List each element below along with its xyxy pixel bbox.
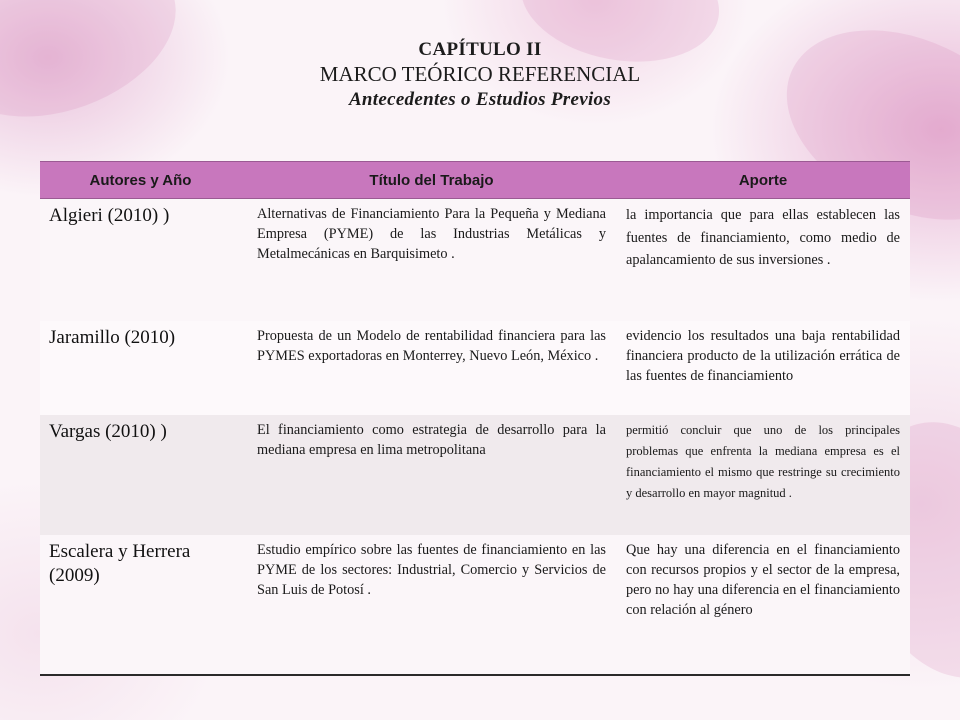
row-title: Estudio empírico sobre las fuentes de financiamiento en las PYME de los sectores: Industrial, Comercio y Servicios de San Luis de Potosí . [257, 542, 606, 598]
table-row [40, 535, 910, 674]
section-subtitle: Antecedentes o Estudios Previos [348, 89, 612, 110]
row-contribution: Que hay una diferencia en el financiamiento con recursos propios y el sector de la empresa, pero no hay una diferencia en el financiamiento con relación al género [626, 542, 900, 618]
row-author: Escalera y Herrera (2009) [49, 541, 191, 586]
table-row [40, 415, 910, 535]
antecedents-table [40, 161, 910, 676]
column-header-contribution: Aporte [738, 171, 788, 189]
section-title: MARCO TEÓRICO REFERENCIAL [319, 62, 641, 86]
table-row [40, 199, 910, 321]
table-header-row [40, 161, 910, 199]
slide-header [0, 38, 960, 113]
column-header-authors: Autores y Año [89, 171, 192, 189]
row-contribution: permitió concluir que uno de los principales problemas que enfrenta la mediana empresa es el financiamiento el mismo que restringe su crecimiento y desarrollo en mayor magnitud . [626, 423, 900, 500]
row-title: El financiamiento como estrategia de desarrollo para la mediana empresa en lima metropolitana [257, 422, 606, 458]
row-contribution: la importancia que para ellas establecen las fuentes de financiamiento, como medio de apalancamiento de sus inversiones . [626, 207, 900, 268]
column-header-title: Título del Trabajo [369, 171, 494, 189]
row-author: Algieri (2010) ) [49, 205, 170, 226]
chapter-heading: CAPÍTULO II [418, 39, 542, 60]
table-row [40, 321, 910, 415]
row-author: Jaramillo (2010) [49, 327, 176, 348]
row-contribution: evidencio los resultados una baja rentabilidad financiera producto de la utilización errática de las fuentes de financiamiento [626, 328, 900, 384]
row-author: Vargas (2010) ) [49, 421, 167, 442]
row-title: Alternativas de Financiamiento Para la Pequeña y Mediana Empresa (PYME) de las Industrias Metálicas y Metalmecánicas en Barquisimeto . [257, 206, 606, 262]
row-title: Propuesta de un Modelo de rentabilidad financiera para las PYMES exportadoras en Monterrey, Nuevo León, México . [257, 328, 606, 364]
